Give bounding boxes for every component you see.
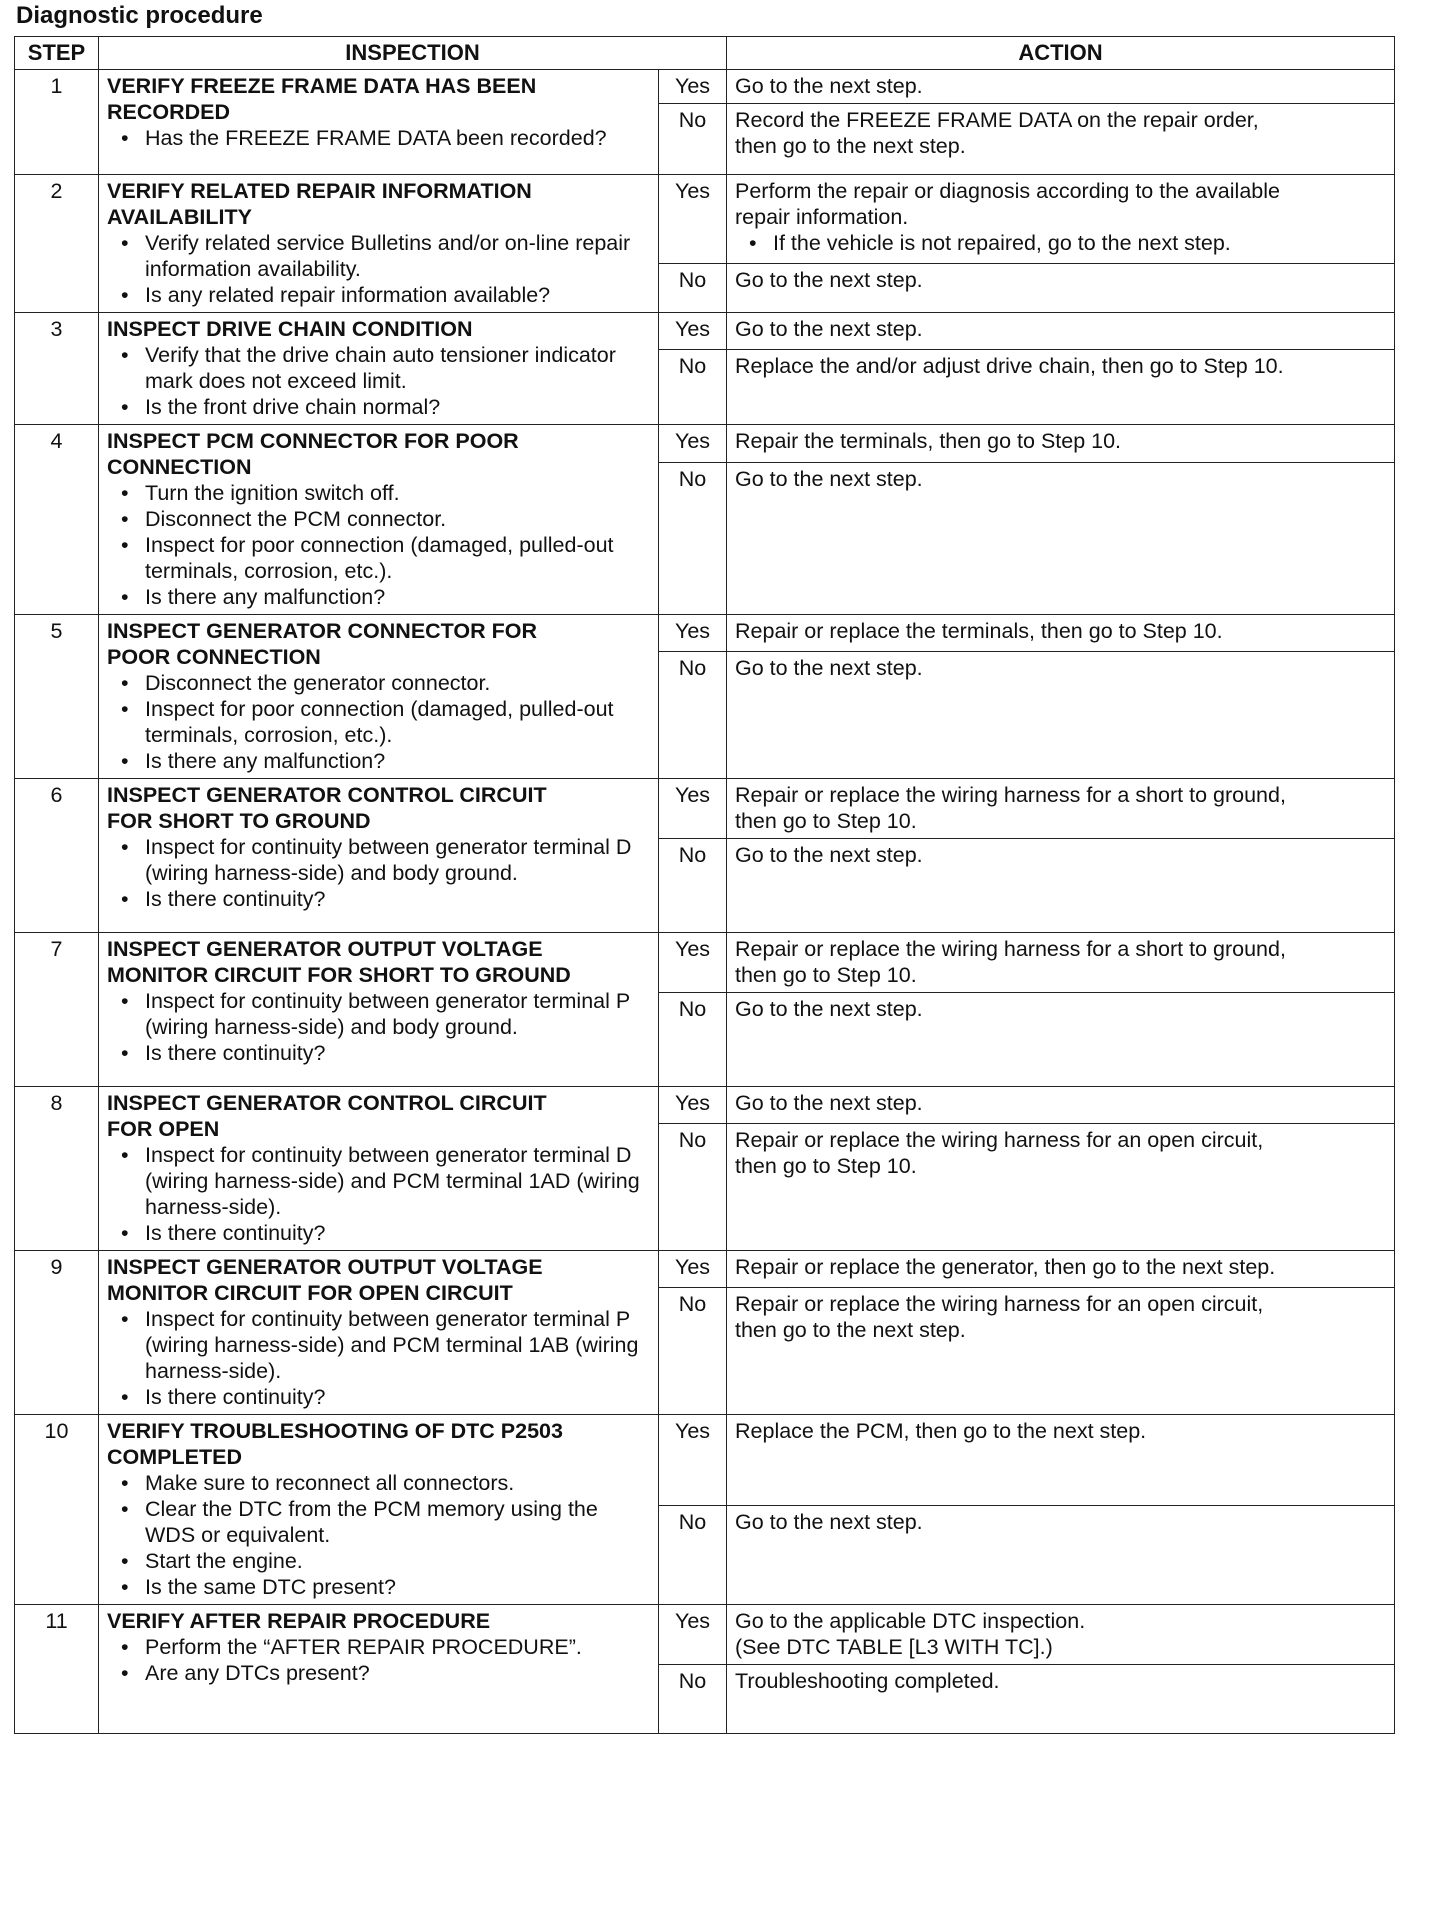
yes-action — [727, 313, 1395, 350]
inspection-cell — [99, 779, 659, 933]
inspection-title-line: POOR CONNECTION — [107, 645, 321, 669]
yes-action — [727, 933, 1395, 993]
inspection-cell — [99, 425, 659, 615]
inspection-title-line: INSPECT GENERATOR CONNECTOR FOR — [107, 619, 538, 643]
inspection-bullet: • Perform the “AFTER REPAIR PROCEDURE”. — [107, 1634, 652, 1660]
inspection-bullet: • Has the FREEZE FRAME DATA been recorded? — [107, 125, 652, 151]
inspection-bullet: • Inspect for continuity between generator terminal P (wiring harness-side) and body ground. — [107, 988, 652, 1040]
yes-action — [727, 1251, 1395, 1288]
inspection-cell — [99, 1415, 659, 1605]
action-line: Repair or replace the wiring harness for a short to ground, — [735, 783, 1286, 807]
no-action — [727, 652, 1395, 779]
no-label: No — [659, 1665, 727, 1734]
action-line: Go to the next step. — [735, 317, 923, 341]
action-line: Go to the next step. — [735, 1510, 923, 1535]
inspection-bullet: • Clear the DTC from the PCM memory using the WDS or equivalent. — [107, 1496, 652, 1548]
step-row-8 — [15, 1087, 1395, 1124]
no-label: No — [659, 1506, 727, 1605]
inspection-bullet: • Inspect for continuity between generator terminal D (wiring harness-side) and body ground. — [107, 834, 652, 886]
action-line: Repair or replace the generator, then go to the next step. — [735, 1255, 1276, 1279]
inspection-bullet: • Inspect for continuity between generator terminal P (wiring harness-side) and PCM terminal 1AB (wiring harness-side). — [107, 1306, 652, 1384]
inspection-cell — [99, 615, 659, 779]
no-label: No — [659, 104, 727, 175]
step-row-9 — [15, 1251, 1395, 1288]
action-line: Go to the next step. — [735, 466, 923, 491]
action-bullet: • If the vehicle is not repaired, go to the next step. — [735, 230, 1386, 256]
action-line: (See DTC TABLE [L3 WITH TC].) — [735, 1635, 1053, 1659]
header-inspection: INSPECTION — [99, 37, 727, 70]
action-line: Perform the repair or diagnosis according to the available — [735, 179, 1280, 203]
table-body — [15, 70, 1395, 1734]
inspection-title-line: VERIFY AFTER REPAIR PROCEDURE — [107, 1609, 491, 1633]
no-label: No — [659, 1124, 727, 1251]
no-action — [727, 839, 1395, 933]
action-line: Go to the applicable DTC inspection. — [735, 1609, 1086, 1633]
step-number: 2 — [15, 175, 99, 313]
inspection-title-line: CONNECTION — [107, 455, 252, 479]
inspection-bullets — [107, 342, 652, 420]
inspection-bullets — [107, 1634, 652, 1686]
inspection-bullet: • Turn the ignition switch off. — [107, 480, 652, 506]
step-row-1 — [15, 70, 1395, 104]
inspection-cell — [99, 933, 659, 1087]
action-line: Go to the next step. — [735, 267, 923, 292]
inspection-bullet: • Make sure to reconnect all connectors. — [107, 1470, 652, 1496]
yes-action — [727, 175, 1395, 264]
inspection-bullets — [107, 1470, 652, 1600]
action-line: Repair or replace the terminals, then go to Step 10. — [735, 619, 1223, 643]
inspection-bullet: • Is the front drive chain normal? — [107, 394, 652, 420]
inspection-bullets — [107, 988, 652, 1066]
inspection-title-line: FOR OPEN — [107, 1117, 220, 1141]
action-line: Go to the next step. — [735, 74, 923, 98]
yes-action — [727, 1087, 1395, 1124]
inspection-bullet: • Verify related service Bulletins and/or on-line repair information availability. — [107, 230, 652, 282]
action-line: then go to Step 10. — [735, 1154, 917, 1179]
inspection-bullets — [107, 480, 652, 610]
yes-action — [727, 779, 1395, 839]
yes-label: Yes — [659, 313, 727, 350]
yes-label: Yes — [659, 779, 727, 839]
inspection-bullet: • Is there any malfunction? — [107, 584, 652, 610]
no-label: No — [659, 839, 727, 933]
inspection-title-line: MONITOR CIRCUIT FOR SHORT TO GROUND — [107, 963, 571, 987]
inspection-cell — [99, 1251, 659, 1415]
step-number: 4 — [15, 425, 99, 615]
action-line: Repair or replace the wiring harness for an open circuit, — [735, 1292, 1264, 1317]
inspection-title-line: VERIFY FREEZE FRAME DATA HAS BEEN — [107, 74, 537, 98]
yes-action — [727, 70, 1395, 104]
inspection-bullet: • Is the same DTC present? — [107, 1574, 652, 1600]
no-label: No — [659, 1288, 727, 1415]
step-number: 1 — [15, 70, 99, 175]
step-row-11 — [15, 1605, 1395, 1665]
step-row-5 — [15, 615, 1395, 652]
step-number: 7 — [15, 933, 99, 1087]
inspection-bullets — [107, 230, 652, 308]
inspection-title-line: AVAILABILITY — [107, 205, 252, 229]
inspection-cell — [99, 70, 659, 175]
step-row-2 — [15, 175, 1395, 264]
no-label: No — [659, 993, 727, 1087]
inspection-title-line: COMPLETED — [107, 1445, 242, 1469]
yes-action — [727, 1605, 1395, 1665]
step-number: 6 — [15, 779, 99, 933]
inspection-cell — [99, 1087, 659, 1251]
inspection-title-line: MONITOR CIRCUIT FOR OPEN CIRCUIT — [107, 1281, 513, 1305]
yes-label: Yes — [659, 175, 727, 264]
no-action — [727, 104, 1395, 175]
inspection-bullet: • Start the engine. — [107, 1548, 652, 1574]
inspection-bullet: • Inspect for continuity between generator terminal D (wiring harness-side) and PCM terminal 1AD (wiring harness-side). — [107, 1142, 652, 1220]
yes-label: Yes — [659, 933, 727, 993]
step-number: 8 — [15, 1087, 99, 1251]
action-line: Repair or replace the wiring harness for a short to ground, — [735, 937, 1286, 961]
inspection-bullet: • Inspect for poor connection (damaged, pulled-out terminals, corrosion, etc.). — [107, 696, 652, 748]
inspection-cell — [99, 175, 659, 313]
action-line: then go to Step 10. — [735, 963, 917, 987]
action-line: Replace the PCM, then go to the next step. — [735, 1419, 1147, 1443]
action-line: Go to the next step. — [735, 997, 923, 1021]
no-label: No — [659, 652, 727, 779]
step-number: 3 — [15, 313, 99, 425]
action-line: then go to the next step. — [735, 134, 966, 158]
step-row-7 — [15, 933, 1395, 993]
step-row-10 — [15, 1415, 1395, 1506]
step-row-6 — [15, 779, 1395, 839]
step-number: 9 — [15, 1251, 99, 1415]
yes-label: Yes — [659, 70, 727, 104]
inspection-bullet: • Is there continuity? — [107, 1040, 652, 1066]
step-number: 10 — [15, 1415, 99, 1605]
no-action — [727, 1506, 1395, 1605]
yes-label: Yes — [659, 1251, 727, 1288]
step-number: 5 — [15, 615, 99, 779]
inspection-bullets — [107, 1142, 652, 1246]
header-action: ACTION — [727, 37, 1395, 70]
yes-action — [727, 615, 1395, 652]
diagnostic-table — [14, 36, 1395, 1734]
no-label: No — [659, 263, 727, 312]
yes-label: Yes — [659, 1415, 727, 1506]
no-action — [727, 1124, 1395, 1251]
no-label: No — [659, 462, 727, 614]
action-line: Record the FREEZE FRAME DATA on the repair order, — [735, 108, 1259, 132]
no-action — [727, 1288, 1395, 1415]
action-line: Repair the terminals, then go to Step 10. — [735, 429, 1122, 453]
action-line: Go to the next step. — [735, 656, 923, 681]
inspection-title-line: INSPECT GENERATOR OUTPUT VOLTAGE — [107, 1255, 543, 1279]
inspection-bullet: • Are any DTCs present? — [107, 1660, 652, 1686]
action-line: then go to the next step. — [735, 1318, 966, 1343]
action-line: Troubleshooting completed. — [735, 1669, 1000, 1693]
action-line: Repair or replace the wiring harness for an open circuit, — [735, 1128, 1264, 1153]
inspection-title-line: INSPECT GENERATOR CONTROL CIRCUIT — [107, 783, 547, 807]
step-row-4 — [15, 425, 1395, 463]
yes-label: Yes — [659, 1605, 727, 1665]
inspection-bullet: • Inspect for poor connection (damaged, pulled-out terminals, corrosion, etc.). — [107, 532, 652, 584]
action-line: then go to Step 10. — [735, 809, 917, 833]
action-bullets — [735, 230, 1386, 256]
inspection-title-line: FOR SHORT TO GROUND — [107, 809, 371, 833]
action-line: repair information. — [735, 205, 909, 229]
inspection-title-line: VERIFY TROUBLESHOOTING OF DTC P2503 — [107, 1419, 563, 1443]
inspection-title-line: INSPECT DRIVE CHAIN CONDITION — [107, 317, 473, 341]
inspection-bullets — [107, 670, 652, 774]
no-action — [727, 462, 1395, 614]
header-step: STEP — [15, 37, 99, 70]
no-action — [727, 350, 1395, 425]
inspection-bullets — [107, 125, 652, 151]
inspection-title-line: VERIFY RELATED REPAIR INFORMATION — [107, 179, 532, 203]
inspection-bullet: • Verify that the drive chain auto tensioner indicator mark does not exceed limit. — [107, 342, 652, 394]
inspection-cell — [99, 1605, 659, 1734]
inspection-bullet: • Is there continuity? — [107, 1384, 652, 1410]
inspection-bullets — [107, 1306, 652, 1410]
yes-label: Yes — [659, 425, 727, 463]
yes-action — [727, 1415, 1395, 1506]
step-number: 11 — [15, 1605, 99, 1734]
yes-label: Yes — [659, 1087, 727, 1124]
inspection-bullet: • Is any related repair information available? — [107, 282, 652, 308]
step-row-3 — [15, 313, 1395, 350]
inspection-bullet: • Disconnect the generator connector. — [107, 670, 652, 696]
yes-action — [727, 425, 1395, 463]
action-line: Go to the next step. — [735, 843, 923, 867]
inspection-title-line: INSPECT GENERATOR OUTPUT VOLTAGE — [107, 937, 543, 961]
inspection-title-line: INSPECT GENERATOR CONTROL CIRCUIT — [107, 1091, 547, 1115]
no-action — [727, 263, 1395, 312]
inspection-bullet: • Is there any malfunction? — [107, 748, 652, 774]
page-title: Diagnostic procedure — [16, 2, 263, 29]
inspection-bullets — [107, 834, 652, 912]
inspection-bullet: • Is there continuity? — [107, 886, 652, 912]
inspection-cell — [99, 313, 659, 425]
table-header-row — [15, 37, 1395, 70]
inspection-title-line: RECORDED — [107, 100, 231, 124]
no-action — [727, 1665, 1395, 1734]
no-action — [727, 993, 1395, 1087]
inspection-title-line: INSPECT PCM CONNECTOR FOR POOR — [107, 429, 519, 453]
yes-label: Yes — [659, 615, 727, 652]
inspection-bullet: • Is there continuity? — [107, 1220, 652, 1246]
inspection-bullet: • Disconnect the PCM connector. — [107, 506, 652, 532]
no-label: No — [659, 350, 727, 425]
action-line: Go to the next step. — [735, 1091, 923, 1115]
action-line: Replace the and/or adjust drive chain, then go to Step 10. — [735, 354, 1284, 379]
